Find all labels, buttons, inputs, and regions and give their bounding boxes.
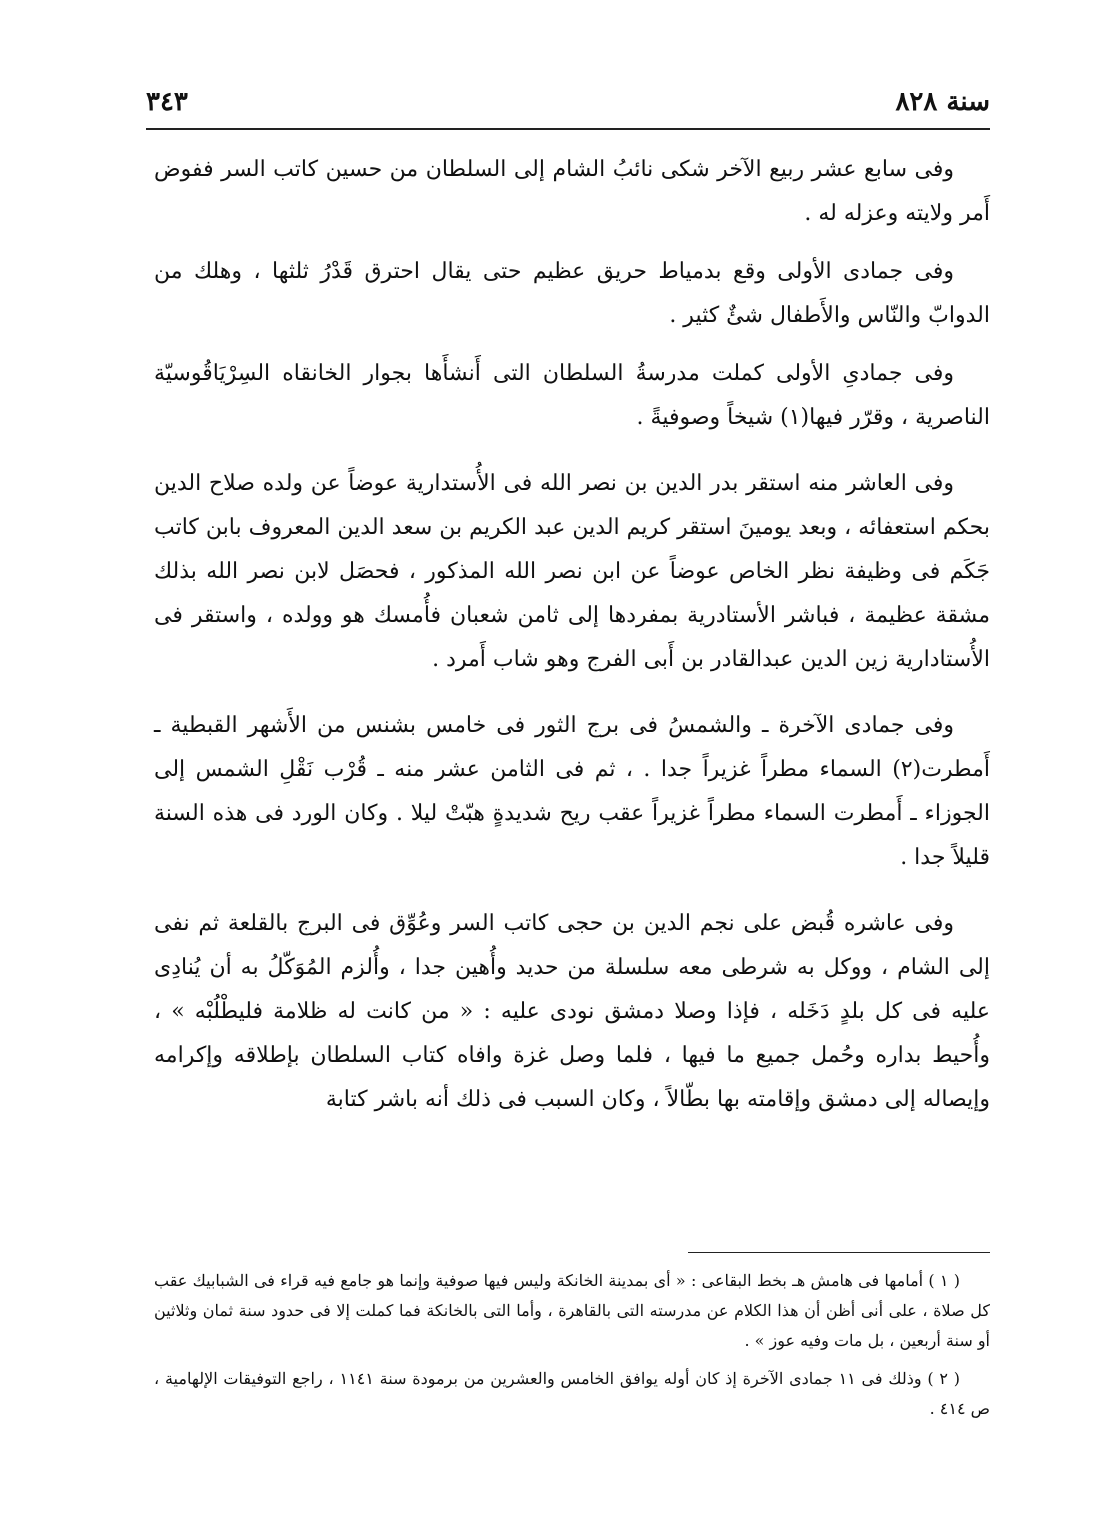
paragraph: وفى العاشر منه استقر بدر الدين بن نصر الله فى الأُستدارية عوضاً عن ولده صلاح الدين بحكم استعفائه ، وبعد يومينَ استقر كريم الدين عبد الكريم بن سعد الدين المعروف بابن كاتب جَكَم فى وظيفة نظر الخاص عوضاً عن ابن نصر الله المذكور ، فحصَل لابن نصر الله بذلك مشقة عظيمة ، فباشر الأستادرية بمفردها إلى ثامن شعبان فأُمسك هو وولده ، واستقر فى الأُستادارية زين الدين عبدالقادر بن أَبى الفرج وهو شاب أَمرد . xyxy=(154,471,990,672)
main-text xyxy=(154,148,990,1136)
paragraph: وفى سابع عشر ربيع الآخر شكى نائبُ الشام إلى السلطان من حسين كاتب السر ففوض أَمر ولايته وعزله له . xyxy=(154,157,990,226)
page-number: ٣٤٣ xyxy=(146,87,188,117)
year-label: سنة ٨٢٨ xyxy=(895,87,990,117)
footnotes xyxy=(154,1266,990,1432)
paragraph: وفى جمادى الآخرة ـ والشمسُ فى برج الثور فى خامس بشنس من الأَشهر القبطية ـ أَمطرت(٢) السماء مطراً غزيراً جدا . ، ثم فى الثامن عشر منه ـ قُرْب نَقْلِ الشمس إلى الجوزاء ـ أَمطرت السماء مطراً غزيراً عقب ريح شديدةٍ هبّتْ ليلا . وكان الورد فى هذه السنة قليلاً جدا . xyxy=(154,713,990,870)
running-header xyxy=(146,82,990,122)
paragraph: وفى جمادى الأولى وقع بدمياط حريق عظيم حتى يقال احترق قَدْرُ ثلثها ، وهلك من الدوابّ والنّاس والأَطفال شئٌ كثير . xyxy=(154,259,990,328)
paragraph: وفى عاشره قُبض على نجم الدين بن حجى كاتب السر وعُوِّق فى البرج بالقلعة ثم نفى إلى الشام ، ووكل به شرطى معه سلسلة من حديد وأُهين جدا ، وأُلزم المُوَكّلُ به أن يُنادِى عليه فى كل بلدٍ دَخَله ، فإذا وصلا دمشق نودى عليه : « من كانت له ظلامة فليطْلُبْه » ، وأُحيط بداره وحُمل جميع ما فيها ، فلما وصل غزة وافاه كتاب السلطان بإطلاقه وإكرامه وإيصاله إلى دمشق وإقامته بها بطّالاً ، وكان السبب فى ذلك أنه باشر كتابة xyxy=(154,911,990,1112)
paragraph: وفى جمادىِ الأولى كملت مدرسةُ السلطان التى أَنشأَها بجوار الخانقاه السِرْيَاقُوسيّة الناصرية ، وقرّر فيها(١) شيخاً وصوفيةً . xyxy=(154,361,990,430)
footnote-rule xyxy=(688,1252,990,1253)
footnote: ( ١ ) أمامها فى هامش هـ بخط البقاعى : « أى بمدينة الخانكة وليس فيها صوفية وإنما هو جامع فيه قراء فى الشبابيك عقب كل صلاة ، على أنى أظن أن هذا الكلام عن مدرسته التى بالقاهرة ، وأما التى بالخانكة فما كملت إلا فى حدود سنة ثمان وثلاثين أو سنة أربعين ، بل مات وفيه عوز » . xyxy=(154,1271,990,1350)
footnote: ( ٢ ) وذلك فى ١١ جمادى الآخرة إذ كان أوله يوافق الخامس والعشرين من برمودة سنة ١١٤١ ، راجع التوفيقات الإلهامية ، ص ٤١٤ . xyxy=(154,1369,990,1418)
header-rule xyxy=(146,128,990,130)
